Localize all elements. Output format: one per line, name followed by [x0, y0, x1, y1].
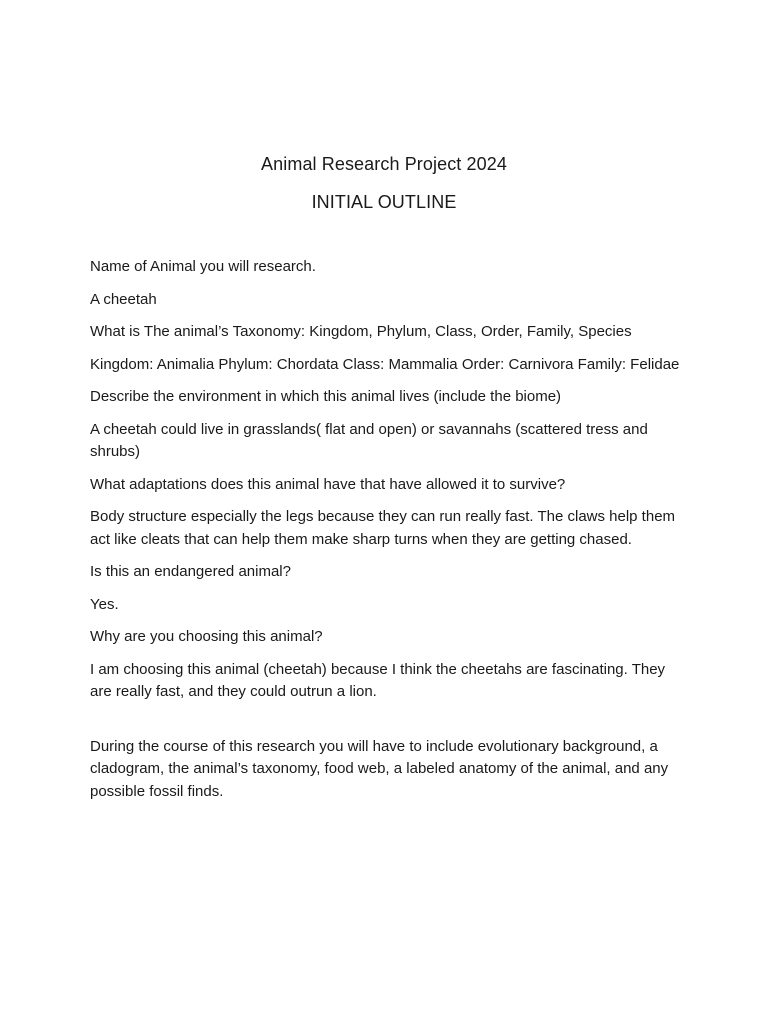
- question-animal-name: Name of Animal you will research.: [90, 258, 316, 275]
- question-taxonomy: What is The animal’s Taxonomy: Kingdom, Phylum, Class, Order, Family, Species: [90, 323, 632, 340]
- answer-taxonomy: Kingdom: Animalia Phylum: Chordata Class: Mammalia Order: Carnivora Family: Felidae: [90, 355, 680, 373]
- answer-animal-name: A cheetah: [90, 290, 157, 308]
- answer-why-choose: I am choosing this animal (cheetah) because I think the cheetahs are fascinating. They are really fast, and they could outrun a lion.: [90, 660, 666, 700]
- research-requirements: During the course of this research you will have to include evolutionary background, a cladogram, the animal’s taxonomy, food web, a labeled anatomy of the animal, and any possible fossil finds.: [90, 737, 669, 800]
- answer-environment: A cheetah could live in grasslands( flat and open) or savannahs (scattered tress and shrubs): [90, 420, 648, 460]
- question-adaptations: What adaptations does this animal have that have allowed it to survive?: [90, 475, 566, 493]
- answer-adaptations: Body structure especially the legs because they can run really fast. The claws help them act like cleats that can help them make sharp turns when they are getting chased.: [90, 508, 676, 548]
- document-title: Animal Research Project 2024: [261, 154, 507, 174]
- document-body: [90, 256, 680, 813]
- question-why-choose: Why are you choosing this animal?: [90, 628, 323, 645]
- document-subtitle: INITIAL OUTLINE: [311, 192, 457, 212]
- question-environment: Describe the environment in which this animal lives (include the biome): [90, 388, 562, 405]
- question-endangered: Is this an endangered animal?: [90, 563, 291, 580]
- answer-endangered: Yes.: [90, 595, 119, 613]
